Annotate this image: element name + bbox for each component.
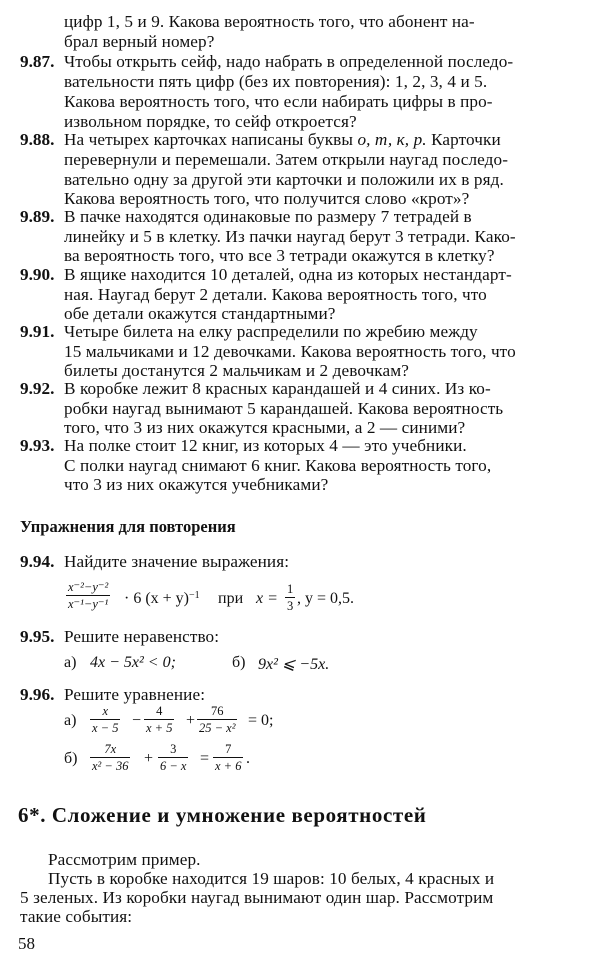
problem-9-88-line-4: Какова вероятность того, что получится слово «крот»? (64, 189, 470, 208)
problem-9-96-b-op-2: = (200, 750, 210, 767)
problem-9-96-b-label: б) (64, 750, 78, 767)
problem-9-93-line-3: что 3 из них окажутся учебниками? (64, 475, 329, 494)
problem-9-87-line-3: Какова вероятность того, что если набирать цифры в про- (64, 92, 493, 111)
problem-9-91-number: 9.91. (20, 322, 55, 341)
fraction-denominator: x⁻¹−y⁻¹ (68, 597, 109, 611)
problem-9-96-b-op-1: + (144, 750, 154, 767)
problem-9-96-a-op-2: + (186, 712, 196, 729)
problem-9-88-text-b: Карточки (426, 130, 501, 149)
problem-9-86-line-2: брал верный номер? (64, 32, 215, 51)
problem-9-90-line-3: обе детали окажутся стандартными? (64, 304, 336, 323)
x-numerator: 1 (287, 582, 294, 596)
problem-9-90-number: 9.90. (20, 265, 55, 284)
problem-9-94-number: 9.94. (20, 552, 55, 571)
problem-9-96-b-fraction-1 (90, 742, 130, 773)
section-line-3: 5 зеленых. Из коробки наугад вынимают один шар. Рассмотрим (20, 888, 494, 907)
fraction-denominator: 6 − x (160, 759, 187, 773)
problem-9-88-letters: о, т, к, р. (357, 130, 427, 149)
problem-9-94-x-fraction (285, 582, 295, 613)
problem-9-91-line-3: билеты достанутся 2 мальчикам и 2 девочкам? (64, 361, 409, 380)
fraction-numerator: x⁻²−y⁻² (68, 580, 109, 594)
problem-9-88-text-a: На четырех карточках написаны буквы (64, 130, 358, 149)
problem-9-92-line-2: робки наугад вынимают 5 карандашей. Какова вероятность (64, 399, 504, 418)
problem-9-95-b-label: б) (232, 654, 246, 671)
problem-9-86-line-1: цифр 1, 5 и 9. Какова вероятность того, что абонент на- (64, 12, 475, 31)
problem-9-95-a-label: а) (64, 654, 77, 671)
problem-9-95-number: 9.95. (20, 627, 55, 646)
fraction-denominator: 25 − x² (199, 721, 236, 735)
problem-9-93-number: 9.93. (20, 436, 55, 455)
problem-9-94-x-eq: x = (256, 590, 278, 607)
fraction-numerator: 7x (90, 742, 130, 758)
problem-9-87-line-4: извольном порядке, то сейф откроется? (64, 112, 357, 131)
fraction-denominator: x² − 36 (92, 759, 129, 773)
problem-9-88-line-1 (64, 130, 501, 150)
problem-9-96-a-label: а) (64, 712, 77, 729)
problem-9-96-a-tail: = 0; (248, 712, 274, 729)
problem-9-96-b-fraction-3 (213, 742, 243, 773)
problem-9-92-line-3: того, что 3 из них окажутся красными, а 2 — синими? (64, 418, 466, 437)
problem-9-91-line-2: 15 мальчиками и 12 девочками. Какова вероятность того, что (64, 342, 516, 361)
problem-9-94-text: Найдите значение выражения: (64, 552, 290, 571)
problem-9-94-at: при (218, 590, 244, 607)
problem-9-92-line-1: В коробке лежит 8 красных карандашей и 4 синих. Из ко- (64, 379, 491, 398)
fraction-numerator: x (90, 704, 120, 720)
fraction-numerator: 3 (158, 742, 188, 758)
problem-9-91-line-1: Четыре билета на елку распределили по жребию между (64, 322, 478, 341)
problem-9-94-y-eq: , y = 0,5. (297, 590, 355, 607)
problem-9-96-a-op-1: − (132, 712, 142, 729)
problem-9-89-line-3: ва вероятность того, что все 3 тетради окажутся в клетку? (64, 246, 495, 265)
problem-9-93-line-2: С полки наугад снимают 6 книг. Какова вероятность того, (64, 456, 492, 475)
problem-9-87-number: 9.87. (20, 52, 55, 71)
page-number: 58 (18, 934, 35, 953)
problem-9-95-a-expr: 4x − 5x² < 0; (90, 654, 176, 671)
problem-9-89-number: 9.89. (20, 207, 55, 226)
problem-9-96-a-fraction-2 (144, 704, 174, 735)
problem-9-87-line-2: вательности пять цифр (без их повторения): 1, 2, 3, 4 и 5. (64, 72, 488, 91)
problem-9-93-line-1: На полке стоит 12 книг, из которых 4 — это учебники. (64, 436, 467, 455)
fraction-numerator: 4 (144, 704, 174, 720)
fraction-denominator: x − 5 (92, 721, 119, 735)
problem-9-96-a-fraction-1 (90, 704, 120, 735)
problem-9-96-b-fraction-2 (158, 742, 188, 773)
problem-9-90-line-1: В ящике находится 10 деталей, одна из которых нестандарт- (64, 265, 512, 284)
problem-9-88-line-3: вательно одну за другой эти карточки и положили их в ряд. (64, 170, 504, 189)
problem-9-89-line-2: линейку и 5 в клетку. Из пачки наугад берут 3 тетради. Како- (64, 227, 516, 246)
problem-9-96-a-fraction-3 (197, 704, 237, 735)
problem-9-88-number: 9.88. (20, 130, 55, 149)
problem-9-87-line-1: Чтобы открыть сейф, надо набрать в определенной последо- (64, 52, 514, 71)
review-heading: Упражнения для повторения (20, 517, 236, 536)
problem-9-94-expression: · 6 $(x + y)^{-1}$ (124, 590, 200, 607)
section-title: 6*. Сложение и умножение вероятностей (18, 803, 427, 827)
problem-9-96-number: 9.96. (20, 685, 55, 704)
x-denominator: 3 (287, 599, 294, 613)
problem-9-95-text: Решите неравенство: (64, 627, 220, 646)
fraction-numerator: 7 (213, 742, 243, 758)
problem-9-89-line-1: В пачке находятся одинаковые по размеру 7 тетрадей в (64, 207, 472, 226)
fraction-denominator: x + 6 (215, 759, 242, 773)
section-line-4: такие события: (20, 907, 133, 926)
problem-9-94-fraction (66, 580, 110, 611)
section-line-2: Пусть в коробке находится 19 шаров: 10 белых, 4 красных и (48, 869, 495, 888)
problem-9-95-b-expr: 9x² ⩽ −5x. (258, 656, 330, 673)
problem-9-90-line-2: ная. Наугад берут 2 детали. Какова вероятность того, что (64, 285, 487, 304)
section-line-1: Рассмотрим пример. (48, 850, 201, 869)
problem-9-96-text: Решите уравнение: (64, 685, 206, 704)
problem-9-96-b-tail: . (246, 750, 250, 767)
problem-9-92-number: 9.92. (20, 379, 55, 398)
problem-9-88-line-2: перевернули и перемешали. Затем открыли наугад последо- (64, 150, 509, 169)
fraction-numerator: 76 (197, 704, 237, 720)
fraction-denominator: x + 5 (146, 721, 173, 735)
